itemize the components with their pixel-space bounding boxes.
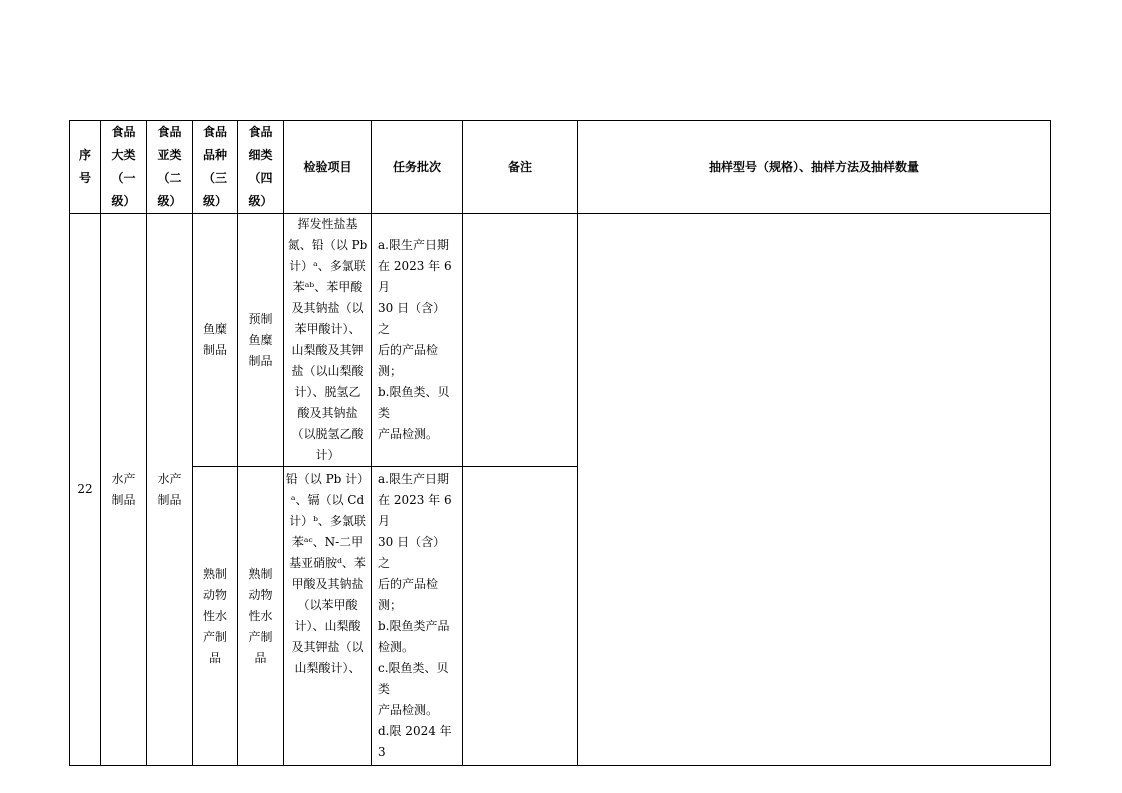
header-sampling-method: 抽样型号（规格）、抽样方法及抽样数量 bbox=[578, 121, 1051, 214]
header-category-level-4: 食品 细类 （四 级） bbox=[238, 121, 284, 214]
header-category-level-2: 食品 亚类 （二 级） bbox=[147, 121, 193, 214]
row-sampling-method bbox=[578, 214, 1051, 766]
row-seq-cell: 22 bbox=[70, 214, 101, 766]
header-seq: 序 号 bbox=[70, 121, 101, 214]
subrow-1-task-batch: a.限生产日期 在 2023 年 6 月 30 日（含）之 后的产品检 测； b.限鱼类、贝类 产品检测。 bbox=[372, 214, 463, 467]
subrow-2-inspection-items: 铅（以 Pb 计） ᵃ、镉（以 Cd 计）ᵇ、多氯联 苯ᵃᶜ、N-二甲 基亚硝胺ᵈ、苯 甲酸及其钠盐 （以苯甲酸 计）、山梨酸 及其钾盐（以 山梨酸计）、 bbox=[284, 467, 372, 766]
header-task-batch: 任务批次 bbox=[372, 121, 463, 214]
subrow-1-remarks bbox=[463, 214, 578, 467]
header-remarks: 备注 bbox=[463, 121, 578, 214]
header-row bbox=[70, 121, 1051, 214]
subrow-2-remarks bbox=[463, 467, 578, 766]
header-category-level-1: 食品 大类 （一 级） bbox=[101, 121, 147, 214]
subrow-1-category-level-4: 预制 鱼糜 制品 bbox=[238, 214, 284, 467]
subrow-2-category-level-4: 熟制 动物 性水 产制 品 bbox=[238, 467, 284, 766]
header-category-level-3: 食品 品种 （三 级） bbox=[193, 121, 238, 214]
subrow-2-task-batch: a.限生产日期 在 2023 年 6 月 30 日（含）之 后的产品检 测； b.限鱼类产品 检测。 c.限鱼类、贝类 产品检测。 d.限 2024 年 3 bbox=[372, 467, 463, 766]
subrow-1-inspection-items: 挥发性盐基 氮、铅（以 Pb 计）ᵃ、多氯联 苯ᵃᵇ、苯甲酸 及其钠盐（以 苯甲酸计）、 山梨酸及其钾 盐（以山梨酸 计）、脱氢乙 酸及其钠盐 （以脱氢乙酸 计） bbox=[284, 214, 372, 467]
header-inspection-items: 检验项目 bbox=[284, 121, 372, 214]
row-category-level-1: 水产 制品 bbox=[101, 214, 147, 766]
food-sampling-table bbox=[69, 120, 1051, 766]
row-category-level-2: 水产 制品 bbox=[147, 214, 193, 766]
subrow-1-category-level-3: 鱼糜 制品 bbox=[193, 214, 238, 467]
table-row bbox=[70, 214, 1051, 467]
subrow-2-category-level-3: 熟制 动物 性水 产制 品 bbox=[193, 467, 238, 766]
